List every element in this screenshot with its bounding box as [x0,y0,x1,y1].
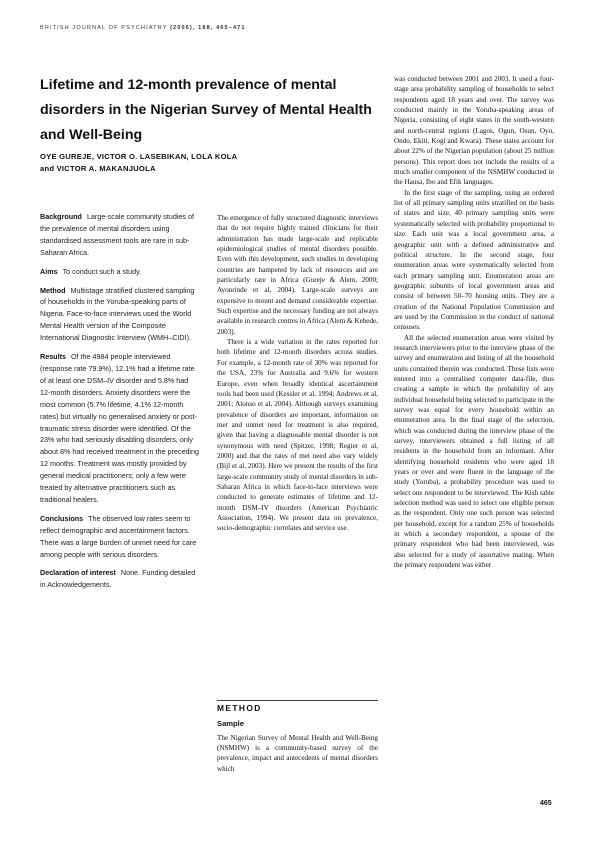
abstract-method [40,285,200,345]
abstract-conclusions [40,513,200,561]
abstract-label: Conclusions [40,513,84,523]
abstract-text: Multistage stratified clustered sampling of households in the Yoruba-speaking parts of Nigeria. Face-to-face interviews used the World Mental Health version of the Composite International Diagnostic Interview (WMH–CIDI). [40,285,195,343]
method-paragraph: All the selected enumeration areas were visited by research interviewers prior to the interview phase of the survey and enumeration and listing of all the household units contained therein was conducted. These lists were entered into a centralised computer data-file, thus creating a sample in which the probability of any individual household being selected to participate in the survey was equal for every household within an enumeration area. In the final stage of the selection, which was conducted during the interview phase of the survey, interviewers obtained a full listing of all residents in the household from an informant. After identifying household residents who were aged 18 years or over and were fluent in the language of the study (Yoruba), a probability procedure was used to select one respondent to be interviewed. The Kish table selection method was used to select one eligible person as the respondent. Only one such person was selected per household, except for a random 25% of households in which a secondary respondent, a spouse of the primary respondent who had been interviewed, was also selected for a study of assortative mating. When the primary respondent was either [394,333,554,570]
body-column-1 [217,213,378,774]
author-list [40,151,380,175]
journal-name: BRITISH JOURNAL OF PSYCHIATRY [40,25,168,31]
section-heading-method: METHOD [217,700,378,713]
abstract-label: Results [40,352,66,362]
abstract-text: None. Funding detailed in Acknowledgements. [40,568,196,590]
author-line-1: OYE GUREJE, VICTOR O. LASEBIKAN, LOLA KOLA [40,152,238,161]
abstract-label: Aims [40,266,58,276]
intro-paragraph: There is a wide variation in the rates reported for both lifetime and 12-month disorders across studies. For example, a 12-month rate of 30% was reported for the USA, 23% for Australia and 9.6% for western Europe, even when broadly identical ascertainment tools had been used (Kessler et al, 1994; Andrews et al, 2001; Alonso et al, 2004). Although surveys examining prevalence of disorders are important, information on met and unmet need for treatment is also required, given that having a diagnosable mental disorder is not synonymous with need (Spitzer, 1998; Regier et al, 2000) and that the rates of met need also vary widely (Bijl et al, 2003). Here we present the results of the first large-scale community study of mental disorders in sub-Saharan Africa in which face-to-face interviews were conducted to generate estimates of lifetime and 12-month DSM–IV disorders (American Psychiatric Association, 1994). We present data on prevalence, socio-demographic correlates and service use. [217,338,378,533]
abstract-text: Of the 4984 people interviewed (response rate 79.9%), 12.1% had a lifetime rate of at least one DSM–IV disorder and 5.8% had 12-month disorders. Anxiety disorders were the most common (5.7% lifetime, 4.1% 12-month rates) but virtually no generalised anxiety or post-traumatic stress disorder were identified. Of the 23% who had seriously disabling disorders, only about 8% had received treatment in the preceding 12 months. Treatment was mostly provided by general medical practitioners; only a few were treated by alternative practitioners such as traditional healers. [40,352,200,504]
abstract-label: Declaration of interest [40,568,116,578]
abstract-background [40,211,200,259]
method-paragraph: In the first stage of the sampling, using an ordered list of all primary sampling units stratified on the basis of states and size, 40 primary sampling units were systematically selected with probability proportional to size. Each unit was a local government area, a geographic unit with a defined administrative and political structure. In the second stage, four enumeration areas were systematically selected from each primary sampling unit. Enumeration areas are geographic subunits of local government areas and consist of between 50–70 housing units. They are a creation of the National Population Commission and are used by the Commission in the conduct of national censuses. [394,188,554,332]
abstract-declaration [40,567,200,591]
abstract-text: To conduct such a study. [62,266,142,276]
abstract-aims [40,266,200,278]
author-line-2: and VICTOR A. MAKANJUOLA [40,164,156,173]
abstract-text: The observed low rates seem to reflect demographic and ascertainment factors. There was a large burden of unmet need for care among people with serious disorders. [40,513,197,559]
running-header [40,25,246,31]
journal-citation: (2006), 188, 465–471 [170,25,246,31]
introduction [217,213,378,691]
method-paragraph: was conducted between 2001 and 2003. It used a four-stage area probability sampling of households to select respondents aged 18 years and over. The survey was conducted mainly in the Yoruba-speaking areas of Nigeria, consisting of eight states in the south-western and north-central regions (Lagos, Ogun, Osun, Oyo, Ondo, Ekiti, Kogi and Kwara). These states account for about 22% of the Nigerian population (about 25 million persons). This report does not include the results of a much smaller component of the NSMHW conducted in the Hausa, Ibo and Efik languages. [394,75,554,187]
article-title: Lifetime and 12-month prevalence of mental disorders in the Nigerian Survey of Mental Health and Well-Being [40,77,372,143]
body-column-2 [394,74,554,744]
abstract-text: Large-scale community studies of the prevalence of mental disorders using standardised assessment tools are rare in sub-Saharan Africa. [40,212,194,257]
abstract-label: Method [40,285,66,295]
subsection-heading-sample: Sample [217,719,245,729]
method-continued [394,74,554,744]
abstract [40,211,200,598]
method-paragraph: The Nigerian Survey of Mental Health and Well-Being (NSMHW) is a community-based survey of the prevalence, impact and antecedents of mental disorders which [217,733,378,773]
intro-paragraph: The emergence of fully structured diagnostic interviews that do not require highly trained clinicians for their administration has made large-scale and replicable epidemiological studies of mental disorders possible. Even with this development, such studies in developing countries are hampered by lack of resources and are particularly rare in Africa (Gureje & Alem, 2000; Ayonrinde et al, 2004). Large-scale surveys are expensive to mount and demand considerable expertise. Such expertise and the necessary funding are not always available in research centres in Africa (Alem & Kebede, 2003). [217,214,378,336]
abstract-results [40,351,200,506]
page-number: 465 [540,800,552,807]
abstract-label: Background [40,212,82,221]
